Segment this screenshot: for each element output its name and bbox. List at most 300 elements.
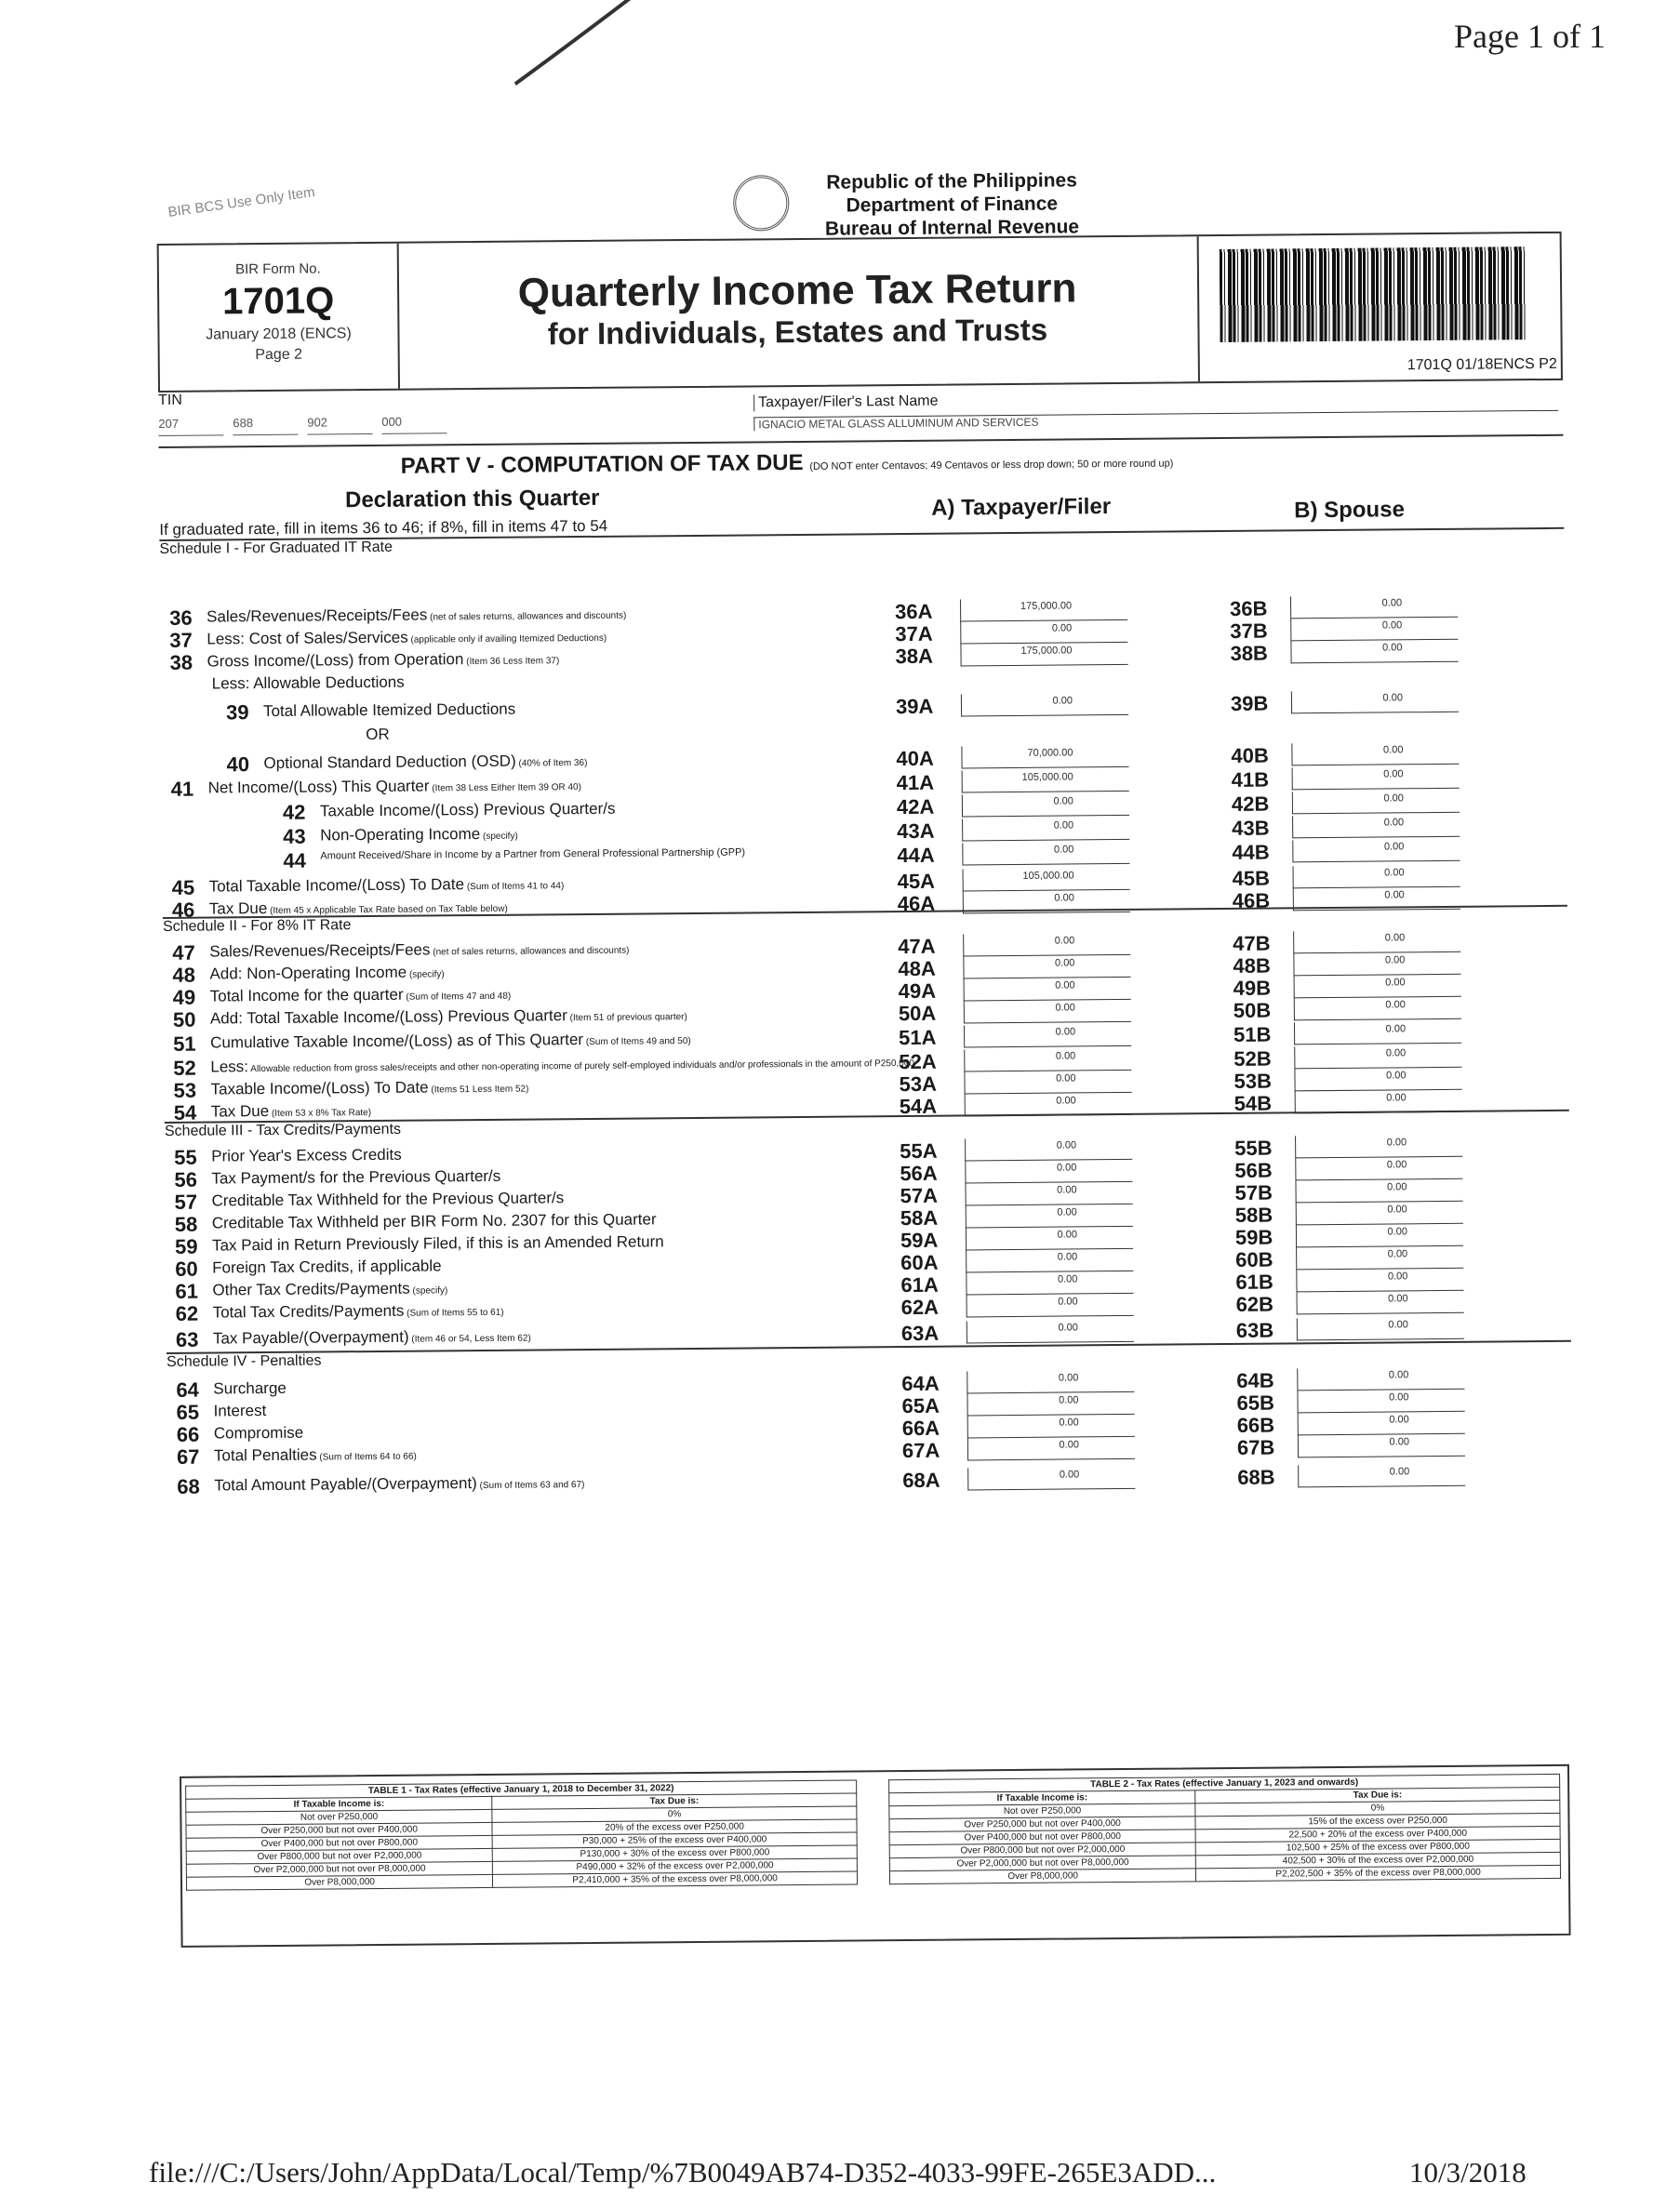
taxpayer-name-label: Taxpayer/Filer's Last Name [753,393,938,412]
item-description-text: Tax Due [210,1101,270,1121]
field-61b[interactable]: 0.00 [1296,1269,1463,1293]
item-description [210,1030,691,1053]
field-50b[interactable]: 0.00 [1294,997,1461,1021]
field-56b[interactable]: 0.00 [1295,1157,1462,1181]
item-description [209,963,444,983]
item-code-b: 56B [1234,1158,1273,1182]
item-description-text: Sales/Revenues/Receipts/Fees [207,605,428,626]
item-code-b: 43B [1232,816,1270,840]
tax-table-1 [185,1779,858,1890]
item-description-text: Total Tax Credits/Payments [212,1301,405,1322]
tin-part-4[interactable]: 000 [381,414,447,434]
item-description-text: Taxable Income/(Loss) To Date [210,1078,429,1098]
field-40a[interactable]: 70,000.00 [961,745,1128,769]
item-number: 43 [283,824,306,848]
item-note: (Sum of Items 49 and 50) [585,1036,691,1048]
item-number: 66 [176,1422,200,1446]
item-number: 52 [173,1056,196,1080]
item-code-a: 60A [900,1250,939,1275]
item-description [207,605,626,627]
item-note: (specify) [412,1285,448,1297]
item-code-b: 68B [1237,1465,1275,1489]
tax-table-cell: Over P2,000,000 but not over P8,000,000 [186,1861,492,1877]
item-code-a: 64A [901,1371,940,1396]
item-code-a: 61A [900,1272,939,1297]
item-code-a: 57A [900,1183,939,1208]
item-code-a: 47A [898,934,936,959]
item-code-a: 58A [900,1205,939,1231]
item-code-b: 61B [1235,1270,1273,1294]
item-code-a: 41A [896,770,935,795]
field-64a[interactable]: 0.00 [967,1370,1134,1394]
field-62a[interactable]: 0.00 [967,1294,1134,1318]
item-note: (40% of Item 36) [518,757,588,769]
field-41b[interactable]: 0.00 [1292,766,1460,791]
item-description-text: Non-Operating Income [320,824,481,845]
item-code-a: 52A [899,1049,937,1074]
tax-table-cell: Over P800,000 but not over P2,000,000 [186,1848,492,1864]
form-number-box [159,244,400,391]
item-description-text: Prior Year's Excess Credits [211,1145,402,1165]
item-description-text: Total Taxable Income/(Loss) To Date [208,875,465,896]
tax-table-cell: 402,500 + 30% of the excess over P2,000,000 [1196,1852,1561,1868]
item-description [210,1005,687,1028]
field-59b[interactable]: 0.00 [1296,1224,1463,1248]
item-description [211,1146,402,1166]
item-note: (Sum of Items 47 and 48) [406,991,512,1003]
item-note: (Item 36 Less Item 37) [466,656,560,668]
item-note: (Item 46 or 54, Less Item 62) [411,1333,531,1345]
agency-line1: Republic of the Philippines [826,169,1077,193]
part-v-title-text: PART V - COMPUTATION OF TAX DUE [400,449,804,479]
item-description [209,874,565,896]
item-number: 46 [171,898,195,922]
field-58b[interactable]: 0.00 [1296,1202,1463,1226]
form-header [157,232,1563,393]
schedule-heading-s1: Schedule I - For Graduated IT Rate [159,539,393,557]
field-47a[interactable]: 0.00 [963,933,1130,957]
item-description-text: Total Allowable Itemized Deductions [262,699,516,721]
field-39a[interactable]: 0.00 [961,693,1128,717]
item-code-a: 59A [900,1228,939,1253]
item-code-b: 36B [1229,596,1268,620]
tax-table-cell: Over P2,000,000 but not over P8,000,000 [889,1856,1195,1871]
form-number-label: BIR Form No. [234,260,321,278]
item-description-text: Gross Income/(Loss) from Operation [207,650,464,671]
item-number: 60 [175,1257,198,1281]
column-b-heading: B) Spouse [1294,497,1405,524]
file-path-footer: file:///C:/Users/John/AppData/Local/Temp/%7B0049AB74-D352-4033-99FE-265E3ADD... [149,2156,1217,2189]
tax-table-cell: 0% [492,1806,857,1822]
field-52b[interactable]: 0.00 [1294,1045,1461,1070]
form-number: 1701Q [221,280,335,323]
tax-table-2-h1: If Taxable Income is: [889,1790,1195,1806]
item-description [212,1232,664,1255]
tax-table-cell: Over P8,000,000 [889,1869,1195,1884]
tax-table-cell: 0% [1195,1800,1560,1816]
item-number: 50 [172,1007,196,1031]
field-48a[interactable]: 0.00 [963,955,1130,979]
tax-table-cell: 20% of the excess over P250,000 [492,1819,857,1835]
tin-part-1[interactable]: 207 [158,416,223,436]
item-description [263,752,587,773]
field-36b[interactable]: 0.00 [1290,595,1458,619]
bir-use-only-stamp: BIR BCS Use Only Item [167,184,316,221]
tax-table-cell: Over P250,000 but not over P400,000 [186,1822,492,1838]
field-68a[interactable]: 0.00 [967,1467,1135,1491]
form-1701q-page2 [156,165,1577,1953]
item-description [212,1210,657,1232]
field-67b[interactable]: 0.00 [1298,1434,1465,1458]
item-description [210,985,512,1006]
item-description-text: Tax Payable/(Overpayment) [212,1327,409,1348]
item-code-b: 55B [1234,1136,1273,1160]
item-description [214,1424,304,1444]
item-code-b: 62B [1235,1292,1274,1316]
field-43b[interactable]: 0.00 [1292,815,1460,839]
item-code-b: 48B [1233,953,1271,978]
schedule-heading-s4: Schedule IV - Penalties [167,1352,322,1370]
item-description [207,627,607,649]
item-note: (Sum of Items 64 to 66) [319,1451,417,1463]
item-note: (Items 51 Less Item 52) [431,1084,529,1096]
tax-table-cell: Not over P250,000 [186,1809,492,1825]
item-number: 41 [170,777,194,801]
item-description-text: Tax Paid in Return Previously Filed, if this is an Amended Return [211,1232,664,1255]
field-57a[interactable]: 0.00 [965,1182,1132,1206]
field-45b[interactable]: 0.00 [1293,865,1460,889]
tax-table-1-title: TABLE 1 - Tax Rates (effective January 1, 2018 to December 31, 2022) [186,1780,857,1799]
item-number: 36 [169,605,193,630]
item-number: 65 [176,1400,200,1424]
field-65a[interactable]: 0.00 [967,1392,1134,1417]
field-38a[interactable]: 175,000.00 [960,643,1127,667]
item-description [208,776,581,798]
item-description [213,1301,504,1323]
item-description-text: Compromise [213,1423,304,1443]
item-description [212,1257,441,1277]
item-code-b: 46B [1232,888,1271,912]
schedule-heading-s2: Schedule II - For 8% IT Rate [162,917,352,935]
field-54a[interactable]: 0.00 [965,1093,1132,1117]
item-code-a: 62A [900,1295,940,1320]
item-description-text: Taxable Income/(Loss) Previous Quarter/s [319,799,616,820]
item-description-text: Cumulative Taxable Income/(Loss) as of This Quarter [210,1031,584,1052]
item-description [214,1473,584,1495]
form-title-box [397,236,1198,388]
item-description [211,1101,371,1122]
tax-rate-tables [180,1764,1571,1948]
or-label: OR [366,725,390,744]
tin-row [158,380,1563,448]
item-description-text: Total Income for the quarter [209,985,404,1005]
field-36a[interactable]: 175,000.00 [960,598,1127,622]
field-44a[interactable]: 0.00 [962,842,1129,866]
item-description-text: Optional Standard Deduction (OSD) [263,752,516,773]
field-57b[interactable]: 0.00 [1295,1179,1462,1204]
field-49a[interactable]: 0.00 [964,978,1131,1002]
field-44b[interactable]: 0.00 [1292,839,1460,863]
field-62b[interactable]: 0.00 [1297,1291,1464,1315]
item-description-text: Less: [210,1058,249,1076]
tax-table-1-h2: Tax Due is: [492,1793,857,1809]
item-description-text: Net Income/(Loss) This Quarter [207,777,430,797]
item-code-a: 65A [901,1393,940,1418]
item-row-39 [161,689,1566,727]
field-42a[interactable]: 0.00 [962,793,1129,818]
field-61a[interactable]: 0.00 [966,1271,1133,1296]
field-47b[interactable]: 0.00 [1293,930,1460,954]
item-code-b: 47B [1233,931,1271,955]
field-53a[interactable]: 0.00 [964,1071,1131,1095]
item-code-b: 41B [1231,767,1270,792]
agency-line3: Bureau of Internal Revenue [824,216,1080,240]
item-code-b: 50B [1233,998,1272,1022]
item-code-a: 53A [899,1071,938,1097]
field-63a[interactable]: 0.00 [967,1320,1134,1344]
item-number: 59 [174,1234,198,1258]
tax-table-2-title: TABLE 2 - Tax Rates (effective January 1, 2023 and onwards) [889,1774,1560,1792]
item-note: (Sum of Items 63 and 67) [479,1480,585,1492]
page-number: Page 1 of 1 [1454,18,1606,55]
item-description-text: Creditable Tax Withheld for the Previous Quarter/s [211,1189,565,1210]
item-code-a: 42A [896,794,935,819]
field-52a[interactable]: 0.00 [964,1048,1131,1072]
item-note: (applicable only if availing Itemized Deductions) [410,632,607,645]
item-code-a: 39A [895,694,934,719]
taxpayer-name-field[interactable]: IGNACIO METAL GLASS ALLUMINUM AND SERVICES [753,410,1558,432]
item-number: 40 [226,752,250,777]
rate-instruction: If graduated rate, fill in items 36 to 46; if 8%, fill in items 47 to 54 [159,516,608,539]
field-63b[interactable]: 0.00 [1297,1317,1464,1341]
item-number: 55 [174,1145,197,1169]
item-number: 48 [172,963,196,987]
tax-table-cell: Not over P250,000 [889,1803,1195,1819]
tax-table-cell: P30,000 + 25% of the excess over P400,000 [492,1832,857,1848]
item-description [320,825,518,845]
item-code-a: 46A [897,891,936,916]
item-note: (net of sales returns, allowances and discounts) [433,945,630,958]
field-55b[interactable]: 0.00 [1295,1135,1462,1159]
field-43a[interactable]: 0.00 [962,818,1129,842]
item-code-b: 66B [1236,1413,1275,1437]
item-code-a: 36A [895,599,933,624]
item-description [209,939,629,962]
item-description-text: Tax Due [208,898,268,918]
field-59a[interactable]: 0.00 [966,1227,1133,1251]
barcode-icon [1220,246,1527,342]
tax-table-cell: 22,500 + 20% of the excess over P400,000 [1195,1826,1560,1842]
item-description-text: Tax Payment/s for the Previous Quarter/s [211,1166,501,1188]
item-description-text: Foreign Tax Credits, if applicable [212,1257,442,1277]
agency-line2: Department of Finance [846,193,1059,217]
item-note: (Item 53 x 8% Tax Rate) [271,1108,372,1119]
field-56a[interactable]: 0.00 [965,1160,1132,1184]
form-subtitle: for Individuals, Estates and Trusts [547,312,1048,352]
item-code-b: 53B [1233,1069,1272,1093]
field-39b[interactable]: 0.00 [1291,690,1459,714]
item-description-text: Less: Cost of Sales/Services [207,628,408,648]
part-v-title [401,446,1174,479]
field-60a[interactable]: 0.00 [966,1249,1133,1273]
item-number: 51 [173,1031,196,1056]
item-code-a: 44A [897,843,935,868]
item-description [210,1078,528,1099]
item-number: 38 [169,650,193,674]
item-code-a: 49A [898,978,937,1004]
item-code-b: 67B [1236,1435,1275,1459]
item-number: 61 [175,1279,199,1303]
tax-table-1-h1: If Taxable Income is: [186,1796,492,1812]
form-page: Page 2 [255,346,303,364]
item-number: 39 [225,700,249,725]
item-code-a: 68A [902,1468,940,1493]
item-number: 45 [171,875,195,899]
item-code-b: 58B [1234,1203,1273,1227]
field-49b[interactable]: 0.00 [1294,975,1461,999]
field-64b[interactable]: 0.00 [1297,1367,1464,1391]
item-description-text: Interest [213,1402,267,1420]
item-code-b: 42B [1231,792,1270,816]
tax-table-cell: Over P800,000 but not over P2,000,000 [889,1843,1195,1858]
declaration-heading: Declaration this Quarter [344,485,600,513]
item-code-b: 52B [1233,1046,1272,1071]
item-code-b: 45B [1232,866,1271,890]
item-code-a: 43A [897,818,935,844]
field-58a[interactable]: 0.00 [966,1204,1133,1229]
item-code-a: 66A [901,1416,940,1441]
tax-table-cell: P2,410,000 + 35% of the excess over P8,000,000 [493,1871,858,1887]
item-description [320,800,616,821]
item-code-a: 45A [897,869,936,894]
item-code-b: 57B [1234,1180,1273,1204]
field-55a[interactable]: 0.00 [965,1138,1132,1162]
field-65b[interactable]: 0.00 [1297,1390,1464,1414]
item-description-text: Total Penalties [213,1445,317,1465]
field-68b[interactable]: 0.00 [1298,1464,1465,1488]
field-67a[interactable]: 0.00 [967,1437,1135,1461]
field-41a[interactable]: 105,000.00 [962,769,1129,793]
item-code-a: 67A [901,1438,940,1463]
field-46b[interactable]: 0.00 [1293,887,1460,912]
item-description-text: Total Amount Payable/(Overpayment) [214,1474,477,1495]
item-number: 58 [174,1212,198,1236]
item-code-a: 54A [899,1094,938,1119]
tax-table-cell: 15% of the excess over P250,000 [1195,1813,1560,1829]
item-note: (specify) [482,831,518,842]
item-description [212,1189,565,1210]
field-51a[interactable]: 0.00 [964,1024,1131,1048]
item-description [320,847,745,862]
field-54b[interactable]: 0.00 [1295,1090,1462,1114]
item-code-b: 59B [1234,1225,1273,1249]
item-code-b: 60B [1235,1247,1273,1271]
item-note: (Item 38 Less Either Item 39 OR 40) [432,782,581,794]
barcode-box [1197,233,1563,381]
agency-block [807,168,1097,241]
item-description-text: Add: Total Taxable Income/(Loss) Previous Quarter [209,1006,567,1028]
item-description-text: Amount Received/Share in Income by a Partner from General Professional Partnership (GPP) [320,846,746,862]
tax-table-cell: Over P400,000 but not over P800,000 [889,1830,1195,1845]
item-number: 63 [175,1327,199,1351]
schedule-heading-s3: Schedule III - Tax Credits/Payments [164,1121,402,1139]
item-number: 67 [176,1444,200,1469]
part-v-note: (DO NOT enter Centavos; 49 Centavos or less drop down; 50 or more round up) [809,458,1174,472]
field-66a[interactable]: 0.00 [967,1415,1135,1439]
item-description [211,1167,500,1189]
item-note: Allowable reduction from gross sales/receipts and other non-operating income of purely self-employed individuals and/or professionals in the amount of P250,000 [250,1058,915,1075]
item-code-a: 63A [900,1321,940,1346]
item-code-b: 51B [1233,1022,1272,1046]
item-code-b: 64B [1236,1368,1274,1392]
item-code-b: 63B [1235,1318,1274,1342]
item-number: 57 [174,1190,198,1214]
tax-table-cell: Over P8,000,000 [186,1874,492,1890]
item-note: (Item 51 of previous quarter) [569,1012,687,1024]
item-number: 54 [173,1100,197,1124]
item-note: (specify) [408,969,445,980]
field-38b[interactable]: 0.00 [1290,640,1458,664]
less-deductions-label: Less: Allowable Deductions [211,672,405,693]
field-53b[interactable]: 0.00 [1294,1068,1461,1092]
form-version: January 2018 (ENCS) [206,326,352,343]
tin-part-3[interactable]: 902 [307,415,372,435]
tax-table-2-h2: Tax Due is: [1195,1787,1560,1803]
item-code-b: 38B [1230,641,1268,665]
field-60b[interactable]: 0.00 [1296,1246,1463,1271]
barcode-text: 1701Q 01/18ENCS P2 [1407,355,1557,374]
tax-table-cell: P490,000 + 32% of the excess over P2,000,000 [493,1858,858,1874]
item-description [207,649,559,671]
field-37b[interactable]: 0.00 [1290,618,1458,642]
item-number: 62 [175,1301,199,1325]
item-description-text: Creditable Tax Withheld per BIR Form No. 2307 for this Quarter [211,1210,657,1232]
field-37a[interactable]: 0.00 [960,620,1127,645]
field-45a[interactable]: 105,000.00 [963,868,1130,892]
item-code-a: 38A [895,644,933,669]
bir-seal-icon [733,175,790,232]
item-note: (Item 45 x Applicable Tax Rate based on Tax Table below) [270,903,508,916]
tin-label: TIN [158,392,182,408]
item-code-b: 54B [1233,1091,1273,1115]
item-number: 47 [172,940,195,965]
item-note: (Sum of Items 41 to 44) [466,881,565,893]
item-number: 68 [177,1474,200,1498]
item-number: 42 [282,800,306,824]
field-40b[interactable]: 0.00 [1291,742,1459,766]
field-42b[interactable]: 0.00 [1292,791,1460,815]
item-code-a: 50A [898,1001,937,1026]
item-description-text: Add: Non-Operating Income [209,963,407,983]
item-code-b: 40B [1231,743,1269,767]
tax-table-cell: P2,202,500 + 35% of the excess over P8,000,000 [1196,1865,1561,1881]
scan-artifact [498,0,665,93]
item-note: (Sum of Items 55 to 61) [407,1307,504,1319]
field-48b[interactable]: 0.00 [1293,952,1460,977]
item-number: 44 [283,848,307,872]
form-title: Quarterly Income Tax Return [517,265,1077,316]
field-46a[interactable]: 0.00 [963,890,1130,914]
field-50a[interactable]: 0.00 [964,1000,1131,1024]
item-code-a: 56A [900,1161,938,1186]
field-66b[interactable]: 0.00 [1298,1412,1465,1436]
field-51b[interactable]: 0.00 [1294,1021,1461,1045]
item-code-b: 37B [1230,619,1268,643]
tax-table-cell: P130,000 + 30% of the excess over P800,000 [492,1845,857,1861]
tin-part-2[interactable]: 688 [233,416,298,436]
item-number: 64 [176,1377,199,1402]
item-description [214,1445,417,1466]
